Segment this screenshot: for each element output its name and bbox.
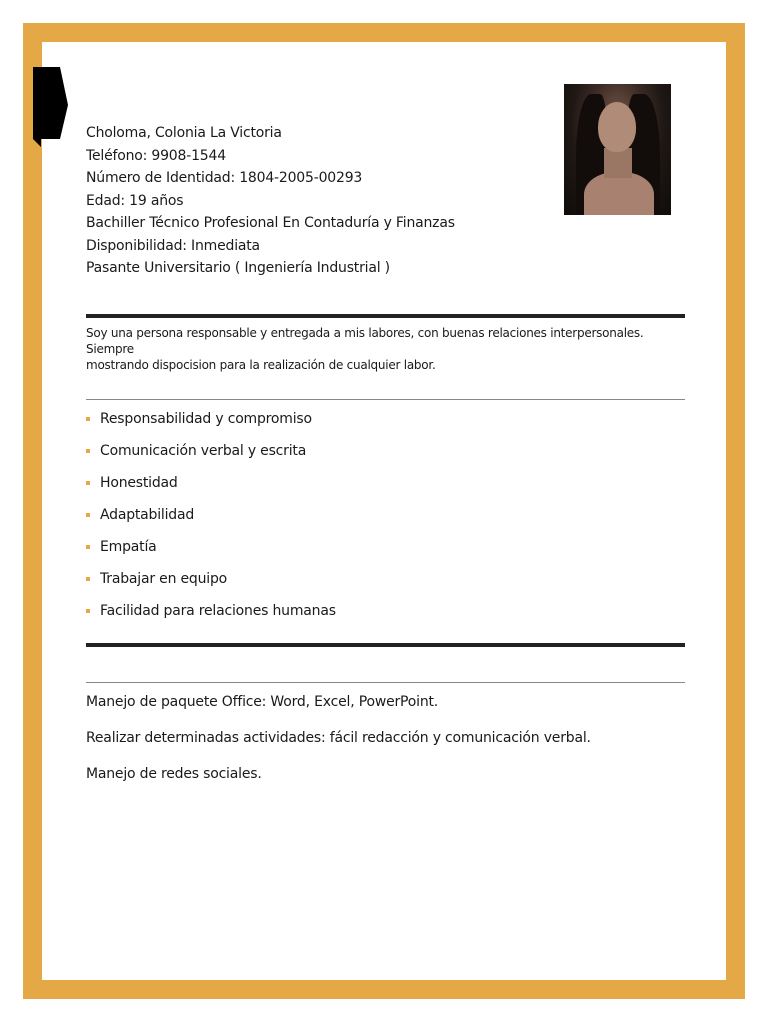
bullet-icon xyxy=(86,609,90,613)
skills-list xyxy=(86,408,336,632)
summary-line: mostrando dispocision para la realización de cualquier labor. xyxy=(86,358,436,372)
list-item: Honestidad xyxy=(86,472,336,504)
list-item: Comunicación verbal y escrita xyxy=(86,440,336,472)
section-tab-marker xyxy=(33,67,68,147)
section-divider xyxy=(86,314,685,318)
id-number-line: Número de Identidad: 1804-2005-00293 xyxy=(86,170,363,186)
availability-line: Disponibilidad: Inmediata xyxy=(86,237,260,254)
age-line: Edad: 19 años xyxy=(86,192,184,209)
section-divider xyxy=(86,399,685,400)
internship-line: Pasante Universitario ( Ingeniería Industrial ) xyxy=(86,260,390,276)
profile-photo xyxy=(564,84,671,215)
list-item: Adaptabilidad xyxy=(86,504,336,536)
bullet-icon xyxy=(86,417,90,421)
bullet-icon xyxy=(86,513,90,517)
bullet-icon xyxy=(86,481,90,485)
degree-line: Bachiller Técnico Profesional En Contaduría y Finanzas xyxy=(86,215,455,231)
profile-summary xyxy=(86,325,686,373)
summary-line: Soy una persona responsable y entregada a mis labores, con buenas relaciones interpersonales. Siempre xyxy=(86,326,644,356)
contact-info xyxy=(86,122,455,280)
phone-line: Teléfono: 9908-1544 xyxy=(86,147,226,164)
page-frame xyxy=(23,23,745,999)
section-divider xyxy=(86,682,685,683)
bullet-icon xyxy=(86,577,90,581)
list-item: Empatía xyxy=(86,536,336,568)
list-item: Manejo de paquete Office: Word, Excel, PowerPoint. xyxy=(86,694,439,710)
bullet-icon xyxy=(86,449,90,453)
list-item: Realizar determinadas actividades: fácil redacción y comunicación verbal. xyxy=(86,730,591,746)
list-item: Responsabilidad y compromiso xyxy=(86,408,336,440)
list-item: Trabajar en equipo xyxy=(86,568,336,600)
bullet-icon xyxy=(86,545,90,549)
resume-page xyxy=(42,42,726,980)
address-line: Choloma, Colonia La Victoria xyxy=(86,125,282,141)
list-item: Facilidad para relaciones humanas xyxy=(86,600,336,632)
section-divider xyxy=(86,643,685,647)
abilities-list xyxy=(86,692,591,800)
list-item: Manejo de redes sociales. xyxy=(86,766,262,782)
